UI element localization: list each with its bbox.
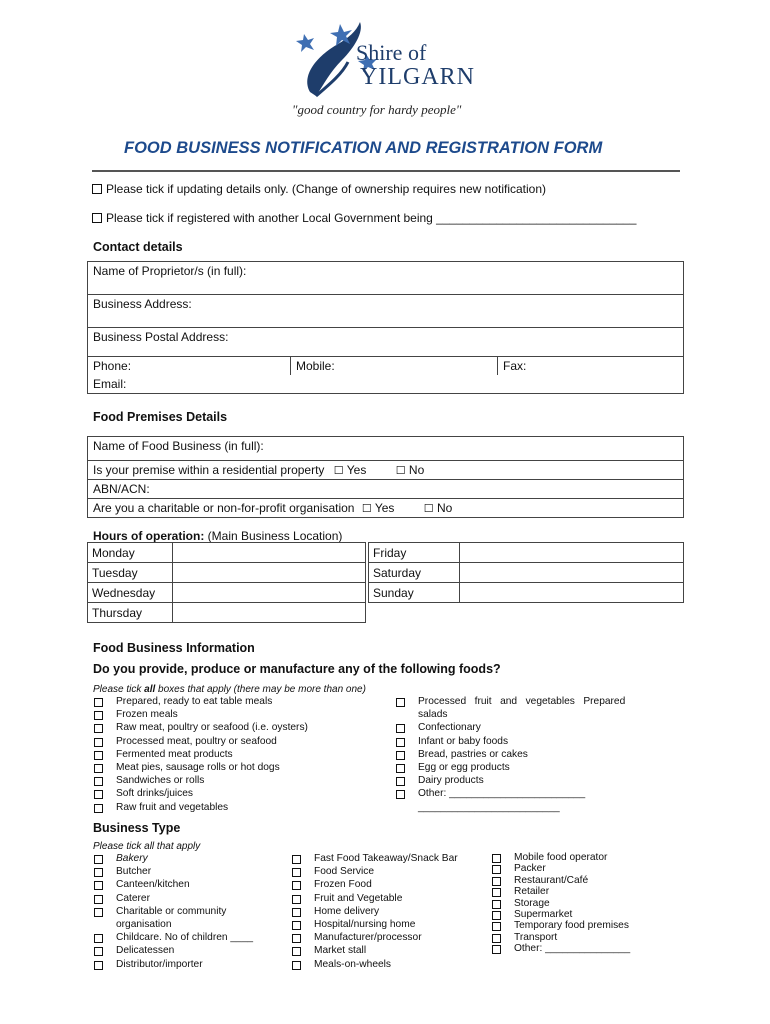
checkbox-icon[interactable]: [94, 881, 103, 890]
hours-heading-bold: Hours of operation:: [93, 529, 205, 543]
list-item[interactable]: Supermarket: [492, 909, 682, 920]
hours-monday-field[interactable]: [173, 543, 366, 563]
food-list-left: [94, 695, 394, 814]
charitable-yes-checkbox[interactable]: ☐: [361, 503, 372, 515]
list-item[interactable]: Raw fruit and vegetables: [94, 801, 394, 814]
hours-tuesday-field[interactable]: [173, 563, 366, 583]
tick-updating-row: [92, 182, 546, 196]
list-item[interactable]: Transport: [492, 932, 682, 943]
postal-label: Business Postal Address:: [93, 330, 229, 344]
hours-saturday-field[interactable]: [460, 563, 684, 583]
logo-line-2: YILGARN: [360, 64, 475, 90]
list-item[interactable]: Bakery: [94, 852, 284, 865]
tick-registered-checkbox[interactable]: [92, 213, 102, 223]
list-item[interactable]: Butcher: [94, 865, 284, 878]
checkbox-icon[interactable]: [492, 865, 501, 874]
hours-thursday-field[interactable]: [173, 603, 366, 623]
list-item[interactable]: Manufacturer/processor: [292, 931, 482, 944]
checkbox-icon[interactable]: [492, 877, 501, 886]
day-thursday: Thursday: [88, 603, 173, 623]
phone-field[interactable]: [88, 357, 291, 376]
tick-updating-label: Please tick if updating details only. (Change of ownership requires new notification): [106, 182, 547, 196]
food-note-pre: Please tick: [93, 684, 145, 695]
day-tuesday: Tuesday: [88, 563, 173, 583]
email-field[interactable]: [88, 375, 684, 394]
contact-table: [87, 261, 684, 394]
checkbox-icon[interactable]: [94, 711, 103, 720]
list-item[interactable]: Temporary food premises: [492, 920, 682, 931]
residential-no-checkbox[interactable]: ☐: [395, 465, 406, 477]
proprietor-field[interactable]: [88, 262, 684, 295]
list-item[interactable]: Confectionary: [396, 721, 686, 734]
checkbox-icon[interactable]: [396, 790, 405, 799]
list-item[interactable]: Caterer: [94, 892, 284, 905]
charitable-no-checkbox[interactable]: ☐: [423, 503, 434, 515]
day-wednesday: Wednesday: [88, 583, 173, 603]
business-type-heading: Business Type: [93, 821, 181, 835]
checkbox-icon[interactable]: [94, 934, 103, 943]
checkbox-icon[interactable]: [492, 911, 501, 920]
list-item[interactable]: Childcare. No of children ____: [94, 931, 284, 944]
checkbox-icon[interactable]: [94, 698, 103, 707]
list-item[interactable]: Other: _______________: [492, 943, 682, 954]
form-title: FOOD BUSINESS NOTIFICATION AND REGISTRATION FORM: [124, 139, 603, 157]
checkbox-icon[interactable]: [94, 804, 103, 813]
hours-table-left: [87, 542, 366, 623]
checkbox-icon[interactable]: [94, 855, 103, 864]
checkbox-icon[interactable]: [94, 868, 103, 877]
mobile-field[interactable]: [291, 357, 498, 376]
checkbox-icon[interactable]: [292, 895, 301, 904]
hours-friday-field[interactable]: [460, 543, 684, 563]
residential-no-label: No: [408, 463, 425, 477]
checkbox-icon[interactable]: [492, 945, 501, 954]
list-item[interactable]: Charitable or community organisation: [94, 905, 284, 931]
logo-line-1: Shire of: [356, 40, 427, 65]
tick-registered-row: [92, 211, 636, 225]
address-label: Business Address:: [93, 297, 192, 311]
tick-updating-checkbox[interactable]: [92, 184, 102, 194]
checkbox-icon[interactable]: [94, 751, 103, 760]
list-item[interactable]: Distributor/importer: [94, 958, 284, 971]
residential-yes-checkbox[interactable]: ☐: [333, 465, 344, 477]
abn-label: ABN/ACN:: [93, 482, 150, 496]
premises-heading: Food Premises Details: [93, 410, 228, 424]
day-monday: Monday: [88, 543, 173, 563]
list-item[interactable]: Packer: [492, 863, 682, 874]
food-info-heading: Food Business Information: [93, 641, 255, 655]
premises-table: [87, 436, 684, 518]
checkbox-icon[interactable]: [94, 764, 103, 773]
charitable-label: Are you a charitable or non-for-profit organisation: [93, 501, 355, 515]
list-item[interactable]: Delicatessen: [94, 944, 284, 957]
hours-wednesday-field[interactable]: [173, 583, 366, 603]
list-item[interactable]: Sandwiches or rolls: [94, 774, 394, 787]
residential-yes-label: Yes: [346, 463, 367, 477]
logo-tagline: "good country for hardy people": [292, 102, 462, 117]
day-saturday: Saturday: [369, 563, 460, 583]
tick-registered-label: Please tick if registered with another Local Government being ______________________________: [106, 211, 637, 225]
checkbox-icon[interactable]: [396, 698, 405, 707]
proprietor-label: Name of Proprietor/s (in full):: [93, 264, 247, 278]
email-label: Email:: [93, 377, 127, 391]
hours-sunday-field[interactable]: [460, 583, 684, 603]
list-item[interactable]: Home delivery: [292, 905, 482, 918]
hours-heading: [93, 529, 342, 543]
list-item[interactable]: Storage: [492, 898, 682, 909]
checkbox-icon[interactable]: [94, 895, 103, 904]
day-sunday: Sunday: [369, 583, 460, 603]
food-note-bold: all: [144, 684, 156, 695]
checkbox-icon[interactable]: [292, 961, 301, 970]
residential-label: Is your premise within a residential property: [93, 463, 325, 477]
list-item[interactable]: Fruit and Vegetable: [292, 892, 482, 905]
food-info-question: Do you provide, produce or manufacture any of the following foods?: [93, 662, 501, 676]
checkbox-icon[interactable]: [292, 855, 301, 864]
food-info-note: [93, 684, 366, 695]
list-item[interactable]: Mobile food operator: [492, 852, 682, 863]
charitable-row: [88, 499, 684, 518]
list-item[interactable]: Bread, pastries or cakes: [396, 748, 686, 761]
residential-row: [88, 461, 684, 480]
checkbox-icon[interactable]: [94, 777, 103, 786]
list-item[interactable]: Other: ________________________ _________________________: [396, 787, 686, 813]
checkbox-icon[interactable]: [292, 868, 301, 877]
fax-field[interactable]: [498, 357, 684, 376]
address-field[interactable]: [88, 295, 684, 328]
list-item[interactable]: Fermented meat products: [94, 748, 394, 761]
checkbox-icon[interactable]: [94, 947, 103, 956]
checkbox-icon[interactable]: [292, 908, 301, 917]
list-item[interactable]: Prepared, ready to eat table meals: [94, 695, 394, 708]
checkbox-icon[interactable]: [396, 738, 405, 747]
checkbox-icon[interactable]: [94, 738, 103, 747]
list-item[interactable]: Infant or baby foods: [396, 735, 686, 748]
fax-label: Fax:: [503, 359, 527, 373]
list-item[interactable]: Frozen Food: [292, 878, 482, 891]
hours-table-right: [368, 542, 684, 603]
checkbox-icon[interactable]: [94, 724, 103, 733]
checkbox-icon[interactable]: [396, 764, 405, 773]
checkbox-icon[interactable]: [396, 751, 405, 760]
food-list-right: [396, 695, 686, 814]
list-item[interactable]: Meat pies, sausage rolls or hot dogs: [94, 761, 394, 774]
business-type-note: Please tick all that apply: [93, 841, 201, 852]
list-item[interactable]: Market stall: [292, 944, 482, 957]
charitable-yes-label: Yes: [374, 501, 395, 515]
checkbox-icon[interactable]: [396, 724, 405, 733]
list-item[interactable]: Processed fruit and vegetables Prepared salads: [396, 695, 686, 721]
abn-field[interactable]: [88, 480, 684, 499]
charitable-no-label: No: [436, 501, 453, 515]
business-list-col3: [492, 852, 682, 955]
day-friday: Friday: [369, 543, 460, 563]
list-item[interactable]: Food Service: [292, 865, 482, 878]
list-item[interactable]: Egg or egg products: [396, 761, 686, 774]
business-list-col2: [292, 852, 482, 971]
checkbox-icon[interactable]: [492, 854, 501, 863]
list-item[interactable]: Soft drinks/juices: [94, 787, 394, 800]
list-item[interactable]: Frozen meals: [94, 708, 394, 721]
list-item[interactable]: Restaurant/Café: [492, 875, 682, 886]
contact-heading: Contact details: [93, 240, 183, 254]
food-note-post: boxes that apply (there may be more than one): [155, 684, 366, 695]
list-item[interactable]: Dairy products: [396, 774, 686, 787]
mobile-label: Mobile:: [296, 359, 335, 373]
business-name-label: Name of Food Business (in full):: [93, 439, 264, 453]
list-item[interactable]: Processed meat, poultry or seafood: [94, 735, 394, 748]
checkbox-icon[interactable]: [292, 947, 301, 956]
checkbox-icon[interactable]: [292, 921, 301, 930]
business-name-field[interactable]: [88, 437, 684, 461]
checkbox-icon[interactable]: [94, 908, 103, 917]
list-item[interactable]: Retailer: [492, 886, 682, 897]
checkbox-icon[interactable]: [492, 888, 501, 897]
checkbox-icon[interactable]: [292, 934, 301, 943]
list-item[interactable]: Fast Food Takeaway/Snack Bar: [292, 852, 482, 865]
checkbox-icon[interactable]: [292, 881, 301, 890]
checkbox-icon[interactable]: [492, 922, 501, 931]
checkbox-icon[interactable]: [492, 900, 501, 909]
checkbox-icon[interactable]: [94, 790, 103, 799]
list-item[interactable]: Canteen/kitchen: [94, 878, 284, 891]
list-item[interactable]: Hospital/nursing home: [292, 918, 482, 931]
title-rule: [92, 170, 680, 172]
business-list-col1: [94, 852, 284, 971]
list-item[interactable]: Meals-on-wheels: [292, 958, 482, 971]
list-item[interactable]: Raw meat, poultry or seafood (i.e. oysters): [94, 721, 394, 734]
phone-label: Phone:: [93, 359, 132, 373]
checkbox-icon[interactable]: [492, 934, 501, 943]
checkbox-icon[interactable]: [396, 777, 405, 786]
postal-field[interactable]: [88, 328, 684, 357]
checkbox-icon[interactable]: [94, 961, 103, 970]
hours-heading-rest: (Main Business Location): [204, 529, 343, 543]
